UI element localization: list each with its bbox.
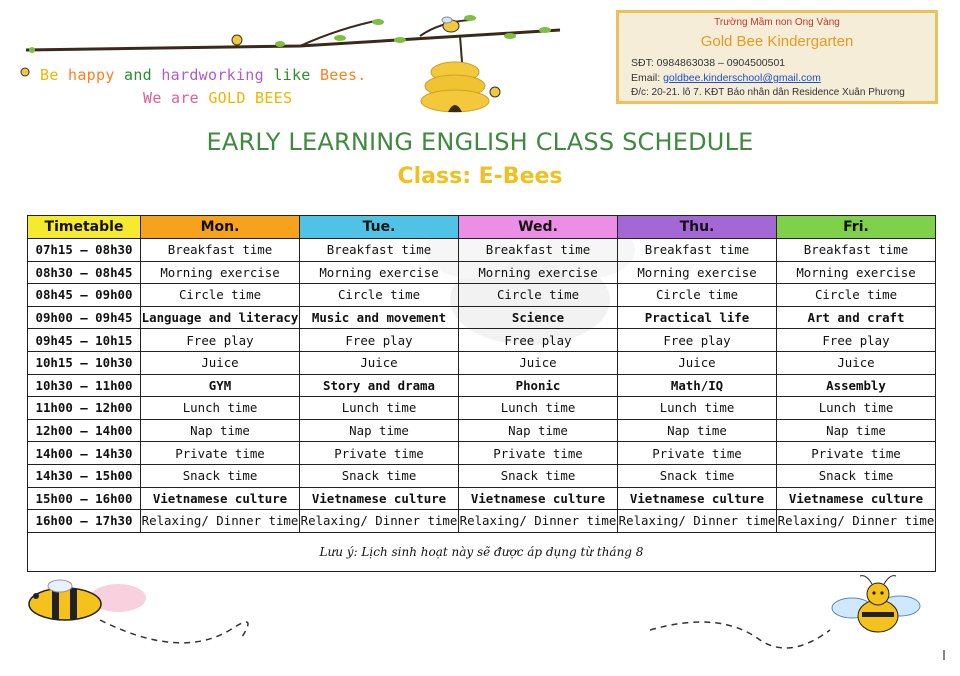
flight-trail-icon <box>100 620 248 643</box>
activity-cell: Practical life <box>618 306 777 329</box>
slogan-word: like <box>273 66 320 84</box>
email-label: Email: <box>631 72 664 84</box>
activity-cell: Free play <box>300 329 459 352</box>
activity-cell: Lunch time <box>777 397 936 420</box>
slogan-word: and <box>124 66 162 84</box>
time-cell: 09h45 – 10h15 <box>28 329 141 352</box>
slogan-line-2 <box>143 89 292 107</box>
activity-cell: Music and movement <box>300 306 459 329</box>
column-header-fri: Fri. <box>777 216 936 239</box>
time-cell: 10h15 – 10h30 <box>28 351 141 374</box>
page-title: EARLY LEARNING ENGLISH CLASS SCHEDULE <box>206 128 754 156</box>
activity-cell: Lunch time <box>141 397 300 420</box>
activity-cell: Math/IQ <box>618 374 777 397</box>
activity-cell: Morning exercise <box>300 261 459 284</box>
activity-cell: Free play <box>618 329 777 352</box>
contact-email-line <box>631 72 821 84</box>
activity-cell: Juice <box>141 351 300 374</box>
activity-cell: Juice <box>300 351 459 374</box>
table-row <box>28 442 936 465</box>
contact-box <box>616 10 938 104</box>
activity-cell: Morning exercise <box>459 261 618 284</box>
table-row <box>28 487 936 510</box>
activity-cell: Juice <box>777 351 936 374</box>
activity-cell: Free play <box>777 329 936 352</box>
table-row <box>28 419 936 442</box>
time-cell: 10h30 – 11h00 <box>28 374 141 397</box>
activity-cell: Phonic <box>459 374 618 397</box>
activity-cell: Circle time <box>300 284 459 307</box>
column-header-thu: Thu. <box>618 216 777 239</box>
activity-cell: Juice <box>618 351 777 374</box>
activity-cell: Breakfast time <box>141 239 300 262</box>
activity-cell: Morning exercise <box>777 261 936 284</box>
activity-cell: Private time <box>777 442 936 465</box>
table-row <box>28 351 936 374</box>
activity-cell: Breakfast time <box>300 239 459 262</box>
slogan-line-1 <box>40 66 367 84</box>
activity-cell: Relaxing/ Dinner time <box>777 510 936 533</box>
class-name: Class: E-Bees <box>397 164 563 189</box>
activity-cell: Circle time <box>141 284 300 307</box>
time-cell: 07h15 – 08h30 <box>28 239 141 262</box>
activity-cell: Nap time <box>141 419 300 442</box>
activity-cell: Nap time <box>459 419 618 442</box>
activity-cell: Morning exercise <box>618 261 777 284</box>
beehive-icon <box>421 62 489 112</box>
bee-icon <box>832 576 920 632</box>
activity-cell: Lunch time <box>618 397 777 420</box>
activity-cell: Circle time <box>459 284 618 307</box>
activity-cell: Juice <box>459 351 618 374</box>
activity-cell: Nap time <box>618 419 777 442</box>
activity-cell: Vietnamese culture <box>618 487 777 510</box>
table-header-row <box>28 216 936 239</box>
email-link[interactable]: goldbee.kinderschool@gmail.com <box>663 72 821 84</box>
table-row <box>28 284 936 307</box>
column-header-mon: Mon. <box>141 216 300 239</box>
school-name-vn: Trường Mầm non Ong Vàng <box>714 17 840 28</box>
activity-cell: Relaxing/ Dinner time <box>141 510 300 533</box>
activity-cell: Circle time <box>618 284 777 307</box>
slogan-gold-bees: GOLD BEES <box>208 89 293 107</box>
activity-cell: Vietnamese culture <box>300 487 459 510</box>
activity-cell: Language and literacy <box>141 306 300 329</box>
time-cell: 15h00 – 16h00 <box>28 487 141 510</box>
time-cell: 08h30 – 08h45 <box>28 261 141 284</box>
activity-cell: Private time <box>459 442 618 465</box>
slogan-word: Be <box>40 66 68 84</box>
time-cell: 14h00 – 14h30 <box>28 442 141 465</box>
activity-cell: GYM <box>141 374 300 397</box>
activity-cell: Lunch time <box>459 397 618 420</box>
activity-cell: Breakfast time <box>618 239 777 262</box>
activity-cell: Snack time <box>459 464 618 487</box>
slogan-text: We are <box>143 89 209 107</box>
time-cell: 09h00 – 09h45 <box>28 306 141 329</box>
flight-trail-icon <box>650 622 830 648</box>
table-row <box>28 329 936 352</box>
time-cell: 14h30 – 15h00 <box>28 464 141 487</box>
activity-cell: Breakfast time <box>777 239 936 262</box>
activity-cell: Circle time <box>777 284 936 307</box>
activity-cell: Story and drama <box>300 374 459 397</box>
time-cell: 16h00 – 17h30 <box>28 510 141 533</box>
activity-cell: Private time <box>618 442 777 465</box>
activity-cell: Vietnamese culture <box>141 487 300 510</box>
activity-cell: Relaxing/ Dinner time <box>618 510 777 533</box>
branch-icon <box>26 15 560 62</box>
activity-cell: Breakfast time <box>459 239 618 262</box>
activity-cell: Relaxing/ Dinner time <box>300 510 459 533</box>
activity-cell: Art and craft <box>777 306 936 329</box>
table-row <box>28 374 936 397</box>
schedule-table <box>27 215 936 572</box>
column-header-timetable: Timetable <box>28 216 141 239</box>
contact-phone: SĐT: 0984863038 – 0904500501 <box>631 57 786 69</box>
table-row <box>28 306 936 329</box>
slogan-word: hardworking <box>161 66 274 84</box>
activity-cell: Science <box>459 306 618 329</box>
table-row <box>28 239 936 262</box>
activity-cell: Relaxing/ Dinner time <box>459 510 618 533</box>
school-name-en: Gold Bee Kindergarten <box>700 33 854 50</box>
slogan-word: Bees. <box>319 66 367 84</box>
time-cell: 11h00 – 12h00 <box>28 397 141 420</box>
table-row <box>28 464 936 487</box>
activity-cell: Private time <box>300 442 459 465</box>
activity-cell: Lunch time <box>300 397 459 420</box>
activity-cell: Free play <box>141 329 300 352</box>
activity-cell: Snack time <box>618 464 777 487</box>
contact-address: Đ/c: 20-21. lô 7. KĐT Báo nhân dân Residence Xuân Phương <box>631 87 905 98</box>
table-row <box>28 510 936 533</box>
slogan-word: happy <box>68 66 124 84</box>
table-row <box>28 261 936 284</box>
activity-cell: Vietnamese culture <box>777 487 936 510</box>
activity-cell: Free play <box>459 329 618 352</box>
time-cell: 12h00 – 14h00 <box>28 419 141 442</box>
column-header-tue: Tue. <box>300 216 459 239</box>
activity-cell: Private time <box>141 442 300 465</box>
activity-cell: Snack time <box>300 464 459 487</box>
activity-cell: Vietnamese culture <box>459 487 618 510</box>
column-header-wed: Wed. <box>459 216 618 239</box>
activity-cell: Assembly <box>777 374 936 397</box>
activity-cell: Nap time <box>777 419 936 442</box>
activity-cell: Nap time <box>300 419 459 442</box>
note-row <box>28 532 936 571</box>
activity-cell: Morning exercise <box>141 261 300 284</box>
activity-cell: Snack time <box>777 464 936 487</box>
time-cell: 08h45 – 09h00 <box>28 284 141 307</box>
activity-cell: Snack time <box>141 464 300 487</box>
schedule-note: Lưu ý: Lịch sinh hoạt này sẽ được áp dụng từ tháng 8 <box>28 532 936 571</box>
table-row <box>28 397 936 420</box>
bee-icon <box>29 580 146 620</box>
